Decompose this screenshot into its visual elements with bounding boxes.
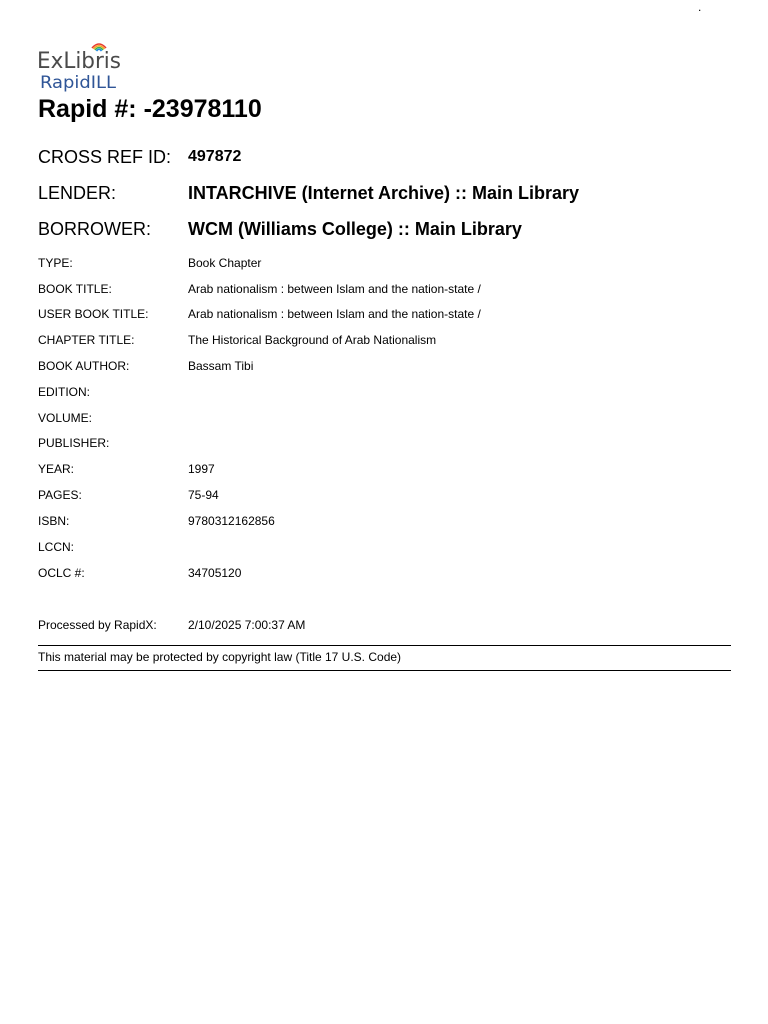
field-label: CHAPTER TITLE: <box>38 333 135 347</box>
exlibris-rapidill-logo <box>37 40 137 92</box>
logo-brand-text: ExLibris <box>37 49 121 74</box>
field-label: VOLUME: <box>38 411 93 425</box>
divider-bottom <box>38 670 731 671</box>
field-value: 75-94 <box>188 488 219 502</box>
field-label: BOOK TITLE: <box>38 282 112 296</box>
field-value: 1997 <box>188 462 215 476</box>
borrower-value: WCM (Williams College) :: Main Library <box>188 219 522 239</box>
copyright-notice: This material may be protected by copyright law (Title 17 U.S. Code) <box>38 650 402 664</box>
field-label: PAGES: <box>38 488 82 502</box>
field-label: USER BOOK TITLE: <box>38 307 149 321</box>
field-label: BOOK AUTHOR: <box>38 359 130 373</box>
field-value: The Historical Background of Arab Nationalism <box>188 333 437 347</box>
field-label: LCCN: <box>38 540 75 554</box>
field-label: TYPE: <box>38 256 73 270</box>
corner-dot-mark: . <box>698 0 702 14</box>
processed-label: Processed by RapidX: <box>38 618 157 632</box>
lender-value: INTARCHIVE (Internet Archive) :: Main Library <box>188 183 580 203</box>
field-label: PUBLISHER: <box>38 436 110 450</box>
rapid-number-heading: Rapid #: -23978110 <box>38 95 262 123</box>
field-label: EDITION: <box>38 385 91 399</box>
field-value: Arab nationalism : between Islam and the nation-state / <box>188 282 481 296</box>
field-label: OCLC #: <box>38 566 85 580</box>
borrower-label: BORROWER: <box>38 219 152 239</box>
field-value: 34705120 <box>188 566 242 580</box>
cross-ref-value: 497872 <box>188 148 242 165</box>
field-value: Bassam Tibi <box>188 359 254 373</box>
field-value: Book Chapter <box>188 256 262 270</box>
field-value: Arab nationalism : between Islam and the nation-state / <box>188 307 481 321</box>
logo-product-text: RapidILL <box>40 73 117 92</box>
divider-top <box>38 645 731 646</box>
lender-label: LENDER: <box>38 183 117 203</box>
field-label: ISBN: <box>38 514 70 528</box>
field-value: 9780312162856 <box>188 514 275 528</box>
processed-value: 2/10/2025 7:00:37 AM <box>188 618 306 632</box>
cross-ref-label: CROSS REF ID: <box>38 147 172 167</box>
field-label: YEAR: <box>38 462 75 476</box>
